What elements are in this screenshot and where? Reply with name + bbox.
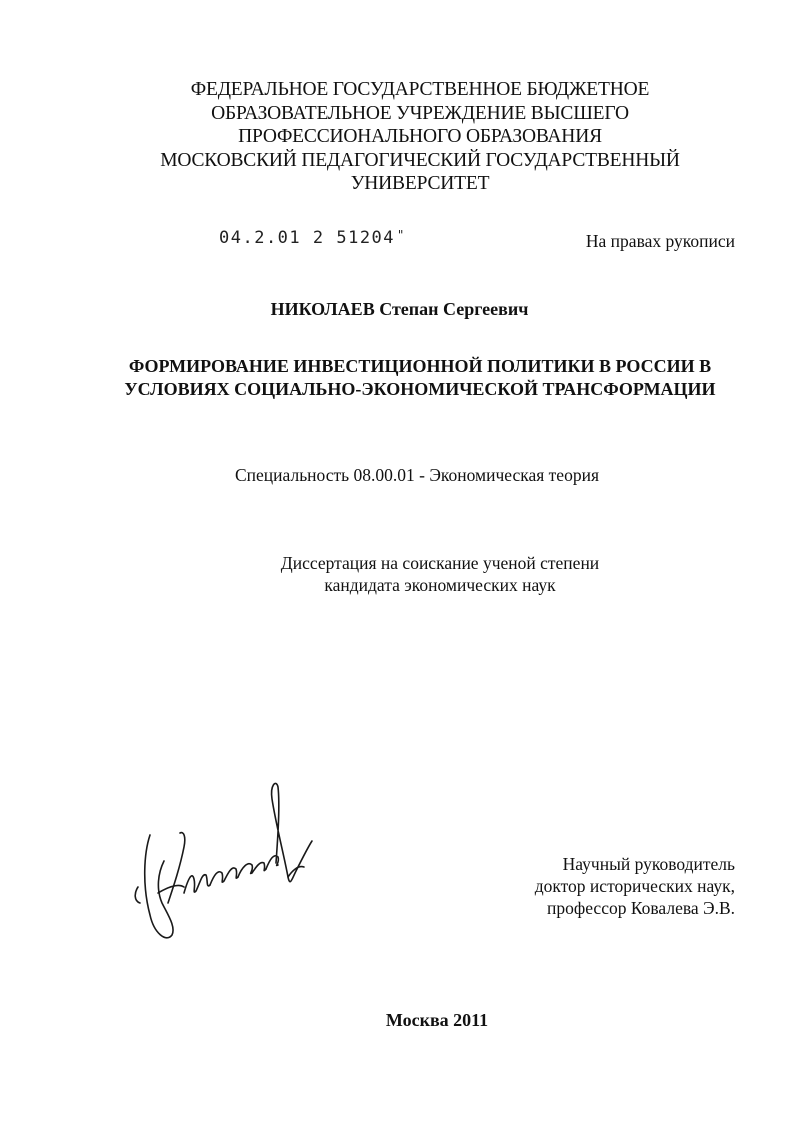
city-year: Москва 2011 [385,1010,489,1030]
institution-line: ОБРАЗОВАТЕЛЬНОЕ УЧРЕЖДЕНИЕ ВЫСШЕГО [211,102,629,124]
registration-code: 04.2.01 2 51204 [219,228,396,248]
degree-line: кандидата экономических наук [324,575,556,595]
institution-name [120,78,720,196]
specialty: Специальность 08.00.01 - Экономическая теория [235,465,599,485]
dissertation-title [70,355,770,401]
registration-number [219,228,406,248]
institution-line: ПРОФЕССИОНАЛЬНОГО ОБРАЗОВАНИЯ [238,126,602,147]
registration-mark: " [397,228,406,242]
institution-line: УНИВЕРСИТЕТ [350,173,490,194]
institution-line: МОСКОВСКИЙ ПЕДАГОГИЧЕСКИЙ ГОСУДАРСТВЕННЫЙ [160,149,680,171]
rights-note: На правах рукописи [585,231,735,251]
institution-line: ФЕДЕРАЛЬНОЕ ГОСУДАРСТВЕННОЕ БЮДЖЕТНОЕ [190,79,650,100]
supervisor-line: доктор исторических наук, [534,876,735,896]
degree-line: Диссертация на соискание ученой степени [280,553,600,573]
scientific-supervisor [535,853,735,919]
author-name: НИКОЛАЕВ Степан Сергеевич [270,299,529,319]
degree-statement [240,552,640,596]
title-line: УСЛОВИЯХ СОЦИАЛЬНО-ЭКОНОМИЧЕСКОЙ ТРАНСФОРМАЦИИ [124,379,716,399]
supervisor-line: Научный руководитель [562,854,735,874]
title-line: ФОРМИРОВАНИЕ ИНВЕСТИЦИОННОЙ ПОЛИТИКИ В РОССИИ В [128,356,712,376]
handwritten-signature-icon [128,775,328,950]
supervisor-line: профессор Ковалева Э.В. [547,898,735,918]
